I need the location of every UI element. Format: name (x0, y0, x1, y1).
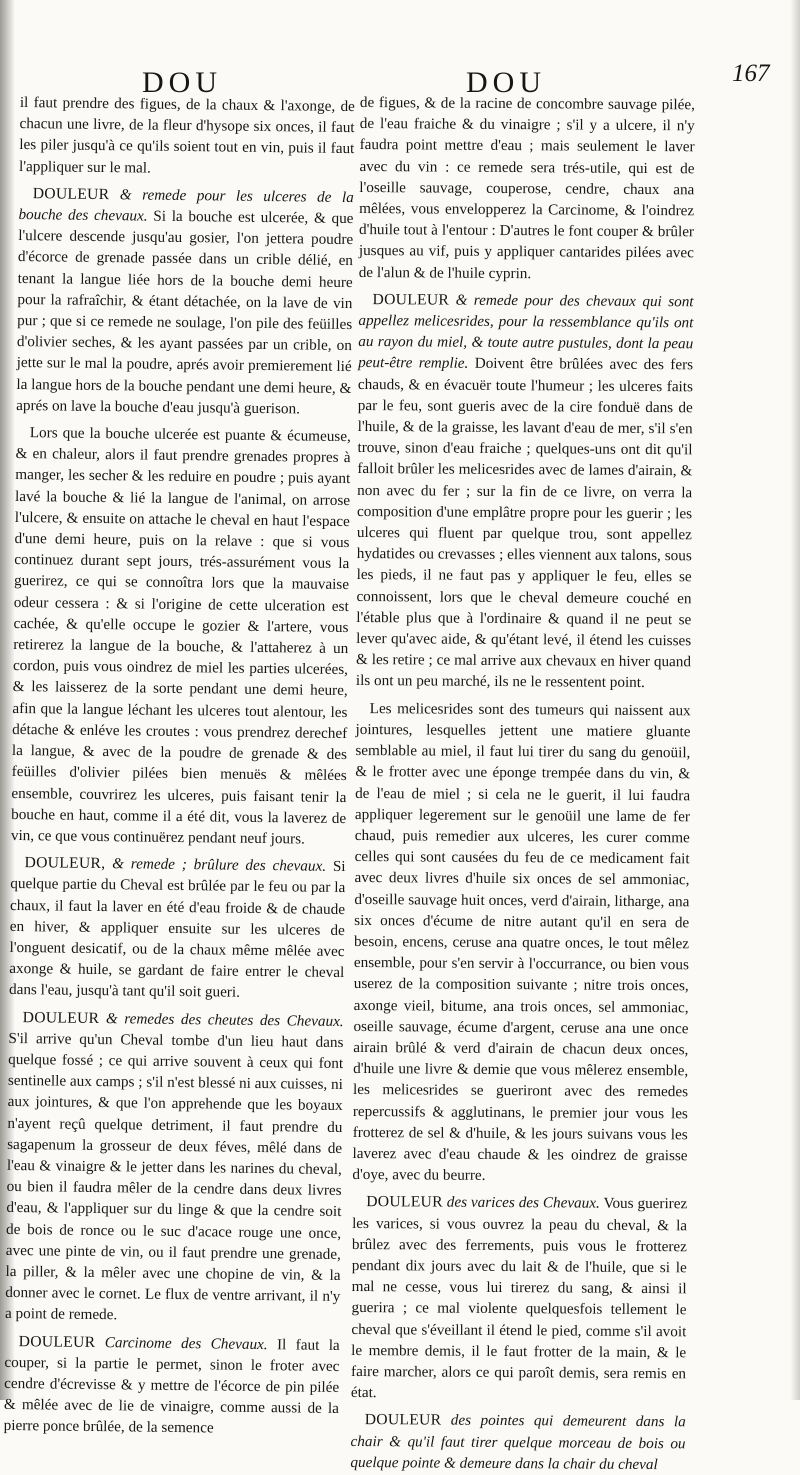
left-column (3, 92, 355, 1437)
entry-heading: DOULEUR (372, 290, 450, 309)
page-number: 167 (732, 60, 770, 87)
entry-heading: DOULEUR (32, 184, 110, 203)
running-head-left: DOU (142, 66, 222, 99)
paragraph-text: Il faut la couper, si la partie le permet, sinon le froter avec cendre d'écrevisse & y mettre de l'écorce de pin pilée & mêlée avec de lie de vinaigre, comme aussi de la pierre ponce brûlée, de la semence (3, 1335, 340, 1437)
paragraph (356, 289, 694, 694)
paragraph-text: S'il arrive qu'un Cheval tombe d'un lieu haut dans quelque fossé ; ce qui arrive souvent à ceux qui font sentinelle aux camps ; s'il n'est blessé ni aux cuisses, ni aux jointures, & que l'on apprehende que les boyaux n'ayent reçû quelque detriment, il faut prendre du sagapenum la grosseur de deux féves, mêlé dans de l'eau & vinaigre & le jetter dans les narines du cheval, ou bien il faudra mêler de la cendre dans deux livres d'eau, & l'appliquer sur du linge & que la cendre soit de bois de ronce ou le suc d'acace rouge une once, avec une pinte de vin, ou il faut prendre une grenade, la piller, & la mêler avec une chopine de vin, & la donner avec le cornet. Le flux de ventre arrivant, il n'y a point de remede. (4, 1029, 344, 1324)
paragraph (4, 1330, 340, 1440)
entry-subtitle: des pointes qui demeurent dans la chair & qu'il faut tirer quelque morceau de bois ou quelque pointe & demeure dans la chair du cheval (350, 1412, 686, 1473)
paragraph-text: Les melicesrides sont des tumeurs qui naissent aux jointures, lesquelles jettent une matiere gluante semblable au miel, il faut lui tirer du sang du genoüil, & le frotter avec une éponge trempée dans du vin, & de l'eau de miel ; si cela ne le guerit, il lui faudra appliquer legerement sur le genoüil une lame de fer chaud, puis remedier aux ulceres, les curer comme celles qui sont causées du feu de ce medicament fait avec deux livres d'huile six onces de sel ammoniac, d'oseille sauvage huit onces, verd d'airain, litharge, ana six onces d'écume de nitre autant qu'il en sera de besoin, encens, ceruse ana quatre onces, le tout mêlez ensemble, pour s'en servir à l'occurrance, ou bien vous userez de la composition suivante ; nitre trois onces, axonge vieil, bitume, ana trois onces, sel ammoniac, oseille sauvage, écume d'argent, ceruse ana une once airain brûlé & verd d'airain de chacun deux onces, d'huile une livre & demie que vous mêlerez ensemble, les melicesrides se gueriront avec des remedes repercussifs & agglutinans, le premier jour vous les frotterez de sel & d'huile, & les jours suivans vous les laverez avec d'eau chaude & les oindrez de graisse d'oye, avec du beurre. (352, 699, 691, 1185)
entry-subtitle: & remedes des cheutes des Chevaux. (105, 1009, 344, 1030)
paragraph (9, 852, 346, 1005)
paragraph (5, 1006, 344, 1328)
paragraph-text: il faut prendre des figues, de la chaux & l'axonge, de chacun une livre, de la fleur d'hysope six onces, il faut les piler jusqu'à ce qu'ils soient tout en vin, puis il faut l'appliquer sur le mal. (18, 93, 355, 177)
entry-subtitle: & remede pour des chevaux qui sont appellez melicesrides, pour la ressemblance qu'ils ont au rayon du miel, & toute autre pustules, dont la peau peut-être remplie. (358, 291, 694, 373)
paragraph-text: Doivent être brûlées avec des fers chauds, & en évacuër toute l'humeur ; les ulceres faits par le feu, sont gueris avec de la cire fonduë dans de l'huile, & de la graisse, les lavant d'eau de mer, s'il s'en trouve, sinon d'eau fraiche ; quelques-uns ont dit qu'il falloit brûler les melicesrides avec de lames d'airain, & non avec du fer ; sur la fin de ce livre, on verra la composition d'une emplâtre propre pour les guerir ; les ulceres qui fluent par quelque trou, sont appellez hydatides ou crevasses ; elles viennent aux talons, sous les pieds, il ne faut pas y appliquer le feu, elles se connoissent, lors que le cheval demeure couché en l'étable plus que à l'ordinaire & quand il ne peut se lever qu'avec aide, & qu'étant levé, il étend les cuisses & les retire ; ce mal arrive aux chevaux en hiver quand ils ont un peu marché, ils ne le ressentent point. (355, 355, 694, 692)
paragraph (351, 1191, 687, 1405)
entry-heading: DOULEUR (22, 1008, 100, 1027)
entry-subtitle: des varices des Chevaux. (446, 1193, 600, 1213)
paragraph-text: Lors que la bouche ulcerée est puante & écumeuse, & en chaleur, alors il faut prendre grenades propres à manger, les secher & les reduire en poudre ; puis ayant lavé la bouche & lié la langue de l'animal, on arrose l'ulcere, & ensuite on attache le cheval en haut l'espace d'une demi heure, puis on la relave : que si vous continuez durant sept jours, trés-assurément vous la guerirez, ce qui se connoîtra lors que la mauvaise odeur cessera : & si l'origine de cette ulceration est cachée, & qu'elle occupe le gozier & l'artere, vous retirerez la langue de la bouche, & l'attaherez à un cordon, puis vous oindrez de miel les parties ulcerées, & les laisserez de la sorte pendant une demi heure, afin que la langue léchant les ulceres tout alentour, les détache & enléve les croutes : vous prendrez derechef la langue, & avec de la poudre de grenade & des feüilles d'olivier pilées bien menuës & mêlées ensemble, couvrirez les ulceres, puis faisant tenir la bouche en haut, comme il a été dit, vous la laverez de vin, ce que vous continuërez pendant neuf jours. (10, 424, 351, 848)
entry-heading: DOULEUR, (24, 854, 106, 873)
page-edge-shadow (790, 0, 800, 1400)
paragraph-text: Si quelque partie du Cheval est brûlée par le feu ou par la chaux, il faut la laver en été d'eau froide & de chaude en hiver, & appliquer ensuite sur les ulceres de l'onguent desicatif, ou de la chaux même mêlée avec axonge & huile, se gardant de faire entrer le cheval dans l'eau, jusqu'à tant qu'il soit gueri. (8, 857, 346, 1002)
entry-subtitle: & remede pour les ulceres de la bouche des chevaux. (18, 186, 354, 225)
entry-heading: DOULEUR (18, 1332, 96, 1351)
paragraph (19, 92, 355, 181)
entry-heading: DOULEUR (366, 1193, 443, 1211)
entry-subtitle: & remede ; brûlure des chevaux. (112, 855, 327, 875)
paragraph (16, 183, 354, 420)
paragraph-text: Vous guerirez les varices, si vous ouvrez la peau du cheval, & la brûlez avec des ferrements, puis vous le frotterez pendant dix jours avec du lait & de l'huile, que si le mal ne cesse, vous lui tirerez du sang, & ainsi il guerira ; ce mal violente quelquesfois tellement le cheval que s'éveillant il étend le pied, comme s'il avoit le membre demis, il le faut frotter de la main, & le faire marcher, alors ce qui paroît demis, sera remis en état. (350, 1195, 688, 1402)
paragraph-text: de figues, & de la racine de concombre sauvage pilée, de l'eau fraiche & du vinaigre ; s'il y a ulcere, il n'y faudra point mettre d'eau ; mais seulement le laver avec du vin : ce remede sera trés-utile, qui est de l'oseille sauvage, couperose, cendre, chaux ana mêlées, vous envelopperez la Carcinome, & l'oindrez d'huile tout à l'entour : D'autres le font couper & brûler jusques au vif, puis y appliquer cantarides pilées avec de l'alun & de l'huile cyprin. (358, 93, 695, 282)
paragraph-text: Si la bouche est ulcerée, & que l'ulcere descende jusqu'au gosier, l'on jettera poudre d'écorce de grenade passée dans un crible délié, en tenant la langue liée hors de la bouche demi heure pour la rafraîchir, & étant détachée, on la lave de vin pur ; que si ce remede ne soulage, l'on pile des feüilles d'olivier seches, & les ayant passées par un crible, on jette sur le mal la poudre, aprés avoir premierement lié la langue hors de la bouche pendant une demi heure, & aprés on lave la bouche d'eau jusqu'à guerison. (16, 207, 354, 418)
entry-subtitle: Carcinome des Chevaux. (104, 1333, 268, 1353)
paragraph (359, 92, 695, 285)
paragraph (11, 422, 351, 850)
entry-heading: DOULEUR (364, 1411, 442, 1429)
paragraph (350, 1409, 685, 1475)
paragraph (352, 698, 690, 1188)
running-head-right: DOU (466, 66, 546, 99)
right-column (350, 92, 695, 1473)
